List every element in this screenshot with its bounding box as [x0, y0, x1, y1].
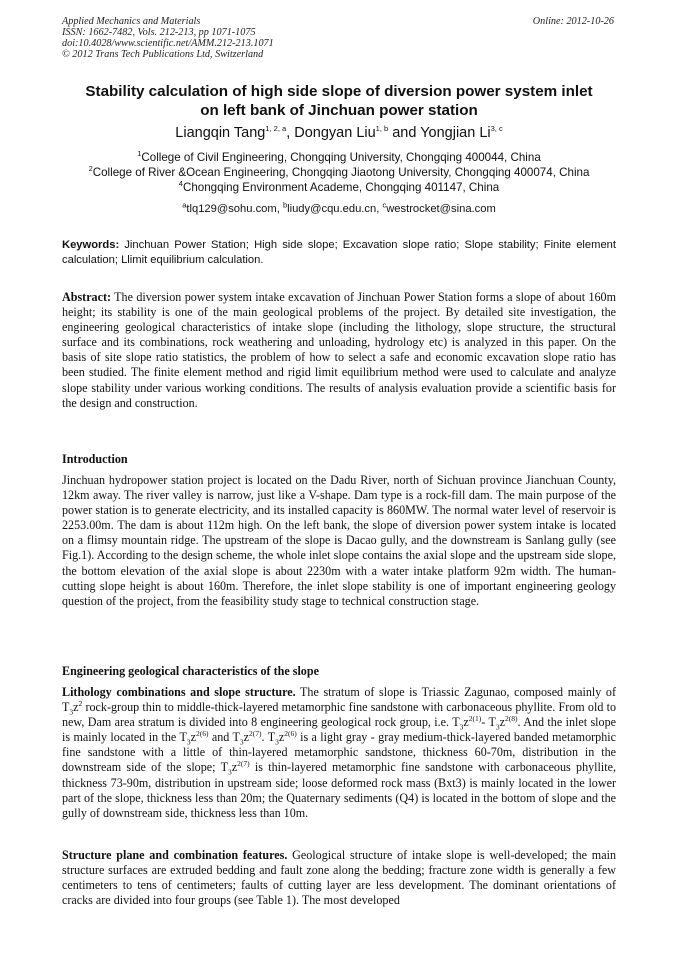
superscript: 2(6) — [284, 729, 297, 739]
paragraph-text: z — [231, 760, 238, 775]
superscript: 2(6) — [195, 729, 209, 739]
superscript: 2(7) — [237, 759, 250, 769]
copyright-line: © 2012 Trans Tech Publications Ltd, Switzerland — [62, 49, 264, 60]
keywords-text: Jinchuan Power Station; High side slope; Excavation slope ratio; Slope stability; Finite element calculation; Llimit equilibrium calculation. — [62, 239, 616, 266]
title-line-2: on left bank of Jinchuan power station — [200, 102, 478, 119]
superscript: 2(1) — [468, 714, 482, 724]
lithology-paragraph — [62, 685, 616, 821]
superscript: 2(8) — [504, 714, 518, 724]
affiliation-text: College of River &Ocean Engineering, Chongqing Jiaotong University, Chongqing 400074, China — [92, 166, 590, 179]
email-list — [62, 202, 616, 216]
journal-header — [62, 16, 274, 60]
paragraph-text: is thin-layered metamorphic fine sandstone with carbonaceous phyllite, thickness 73-90m, distribution in upstream side; loose deformed rock mass (Bxt3) is mainly located in the lower part of the slope, thickness less than 20m; the Quaternary sediments (Q4) is located in the bottom of slope and the gully of downstream side, thickness less than 10m. — [62, 760, 617, 820]
introduction-paragraph: Jinchuan hydropower station project is located on the Dadu River, north of Sichuan province Jianchuan County, 12km away. The river valley is narrow, just like a V-shape. Dam type is a rock-fill dam. The main purpose of the power station is to generate electricity, and its installed capacity is 860MW. The normal water level of reservoir is 2253.00m. The dam is about 112m high. On the left bank, the slope of diversion power system intake is located on a flimsy mountain ridge. The upstream of the slope is Dacao gully, and the downstream is Sanlang gully (see Fig.1). According to the design scheme, the whole inlet slope contains the axial slope and the upstream side slope, the bottom elevation of the axial slope is about 2230m with a water intake platform 92m width. The human-cutting slope height is about 160m. Therefore, the inlet slope stability is one of important engineering geology question of the project, from the feasibility study stage to technical construction stage. — [62, 473, 616, 608]
subscript: 3 — [495, 722, 500, 732]
doi-line: doi:10.4028/www.scientific.net/AMM.212-213.1071 — [62, 38, 274, 49]
subscript: 3 — [239, 737, 244, 747]
superscript: 2(7) — [249, 729, 262, 739]
subscript: 3 — [227, 767, 232, 777]
subscript: 3 — [69, 707, 74, 717]
paragraph-text: and T — [208, 730, 240, 745]
abstract-text: The diversion power system intake excavation of Jinchuan Power Station forms a slope of about 160m height; its stability is one of the main geological problems of the project. By detailed site investigation, the engineering geological characteristics of intake slope (including the lithology, slope structure, the structural surface and its combinations, rock weathering and unloading, hydrology etc) is analyzed in this paper. On the basis of site slope ratio statistics, the problem of how to select a safe and economic excavation slope ratio has been studied. The finite element method and rigid limit equilibrium method were used to calculate and analyze slope stability under various working conditions. The results of analysis evaluation provide a scientific basis for the design and construction. — [62, 290, 616, 410]
author-affil-mark: 1, 2, a — [265, 124, 287, 134]
paragraph-text: . T — [261, 730, 276, 745]
email-address: tlq129@sohu.com, — [186, 203, 283, 215]
subscript: 3 — [275, 737, 279, 747]
paragraph-text: z — [243, 730, 250, 745]
keywords — [62, 238, 616, 268]
email-mark: b — [282, 200, 288, 210]
affiliation-text: Chongqing Environment Academe, Chongqing 401147, China — [182, 181, 500, 194]
email-address: westrocket@sina.com — [386, 203, 496, 215]
paper-title — [62, 82, 616, 120]
paragraph-text: The stratum of slope is Triassic Zagunao, composed mainly of T — [62, 685, 617, 715]
paragraph-text: z — [499, 715, 505, 730]
affiliation — [58, 165, 620, 180]
email-mark: a — [182, 200, 187, 210]
paragraph-text: - T — [481, 715, 496, 730]
lithology-label: Lithology combinations and slope structure. — [62, 685, 296, 699]
author-separator: and — [388, 125, 421, 141]
paragraph-text: z — [73, 700, 79, 715]
affiliation-mark: 4 — [178, 179, 183, 189]
affiliation — [58, 180, 620, 195]
author-affil-mark: 3, c — [490, 124, 503, 134]
structure-paragraph — [62, 848, 616, 908]
journal-name: Applied Mechanics and Materials — [62, 16, 201, 27]
affiliation — [58, 150, 620, 165]
paragraph-text: is a light gray - gray medium-thick-layered banded metamorphic fine sandstone with a little of thin-layered metamorphic sandstone, thickness 60-70m, distribution in the downstream side of the slope; T — [62, 730, 616, 775]
paragraph-text: z — [278, 730, 285, 745]
section-heading-engineering-geology: Engineering geological characteristics of the slope — [62, 664, 319, 678]
author-list — [62, 124, 616, 142]
paragraph-text: . And the inlet slope is mainly located in the T — [62, 715, 617, 745]
structure-text: Geological structure of intake slope is well-developed; the main structure surfaces are extruded bedding and fault zone along the bedding; fracture zone width is generally a few centimeters to tens of centimeters; faults of cutting layer are less development. The dominant orientations of cracks are divided into four groups (see Table 1). The most developed — [62, 848, 616, 908]
author-separator: , — [286, 125, 295, 141]
affiliation-text: College of Civil Engineering, Chongqing University, Chongqing 400044, China — [141, 151, 541, 164]
section-heading-introduction: Introduction — [62, 452, 128, 466]
paragraph-text: z — [190, 730, 196, 745]
email-address: liudy@cqu.edu.cn, — [287, 203, 383, 215]
abstract — [62, 290, 616, 411]
issn-line: ISSN: 1662-7482, Vols. 212-213, pp 1071-1075 — [62, 27, 256, 38]
subscript: 3 — [459, 722, 464, 732]
keywords-label: Keywords: — [62, 239, 120, 251]
email-mark: c — [382, 200, 387, 210]
subscript: 3 — [186, 737, 191, 747]
online-date: Online: 2012-10-26 — [532, 16, 614, 27]
affiliation-mark: 1 — [137, 149, 142, 159]
author-affil-mark: 1, b — [375, 124, 389, 134]
paragraph-text: rock-group thin to middle-thick-layered metamorphic fine sandstone with carbonaceous phyllite. From old to new, Dam area stratum is divided into 8 engineering geological rock group, i.e. T — [62, 700, 616, 730]
author-name: Dongyan Liu — [294, 125, 376, 141]
author-name: Yongjian Li — [420, 125, 491, 141]
superscript: 2 — [78, 699, 83, 709]
paragraph-text: z — [463, 715, 469, 730]
author-name: Liangqin Tang — [175, 125, 266, 141]
affiliation-list — [58, 150, 620, 195]
title-line-1: Stability calculation of high side slope of diversion power system inlet — [85, 83, 593, 100]
structure-label: Structure plane and combination features. — [62, 848, 288, 862]
abstract-label: Abstract: — [62, 290, 112, 304]
affiliation-mark: 2 — [88, 164, 93, 174]
